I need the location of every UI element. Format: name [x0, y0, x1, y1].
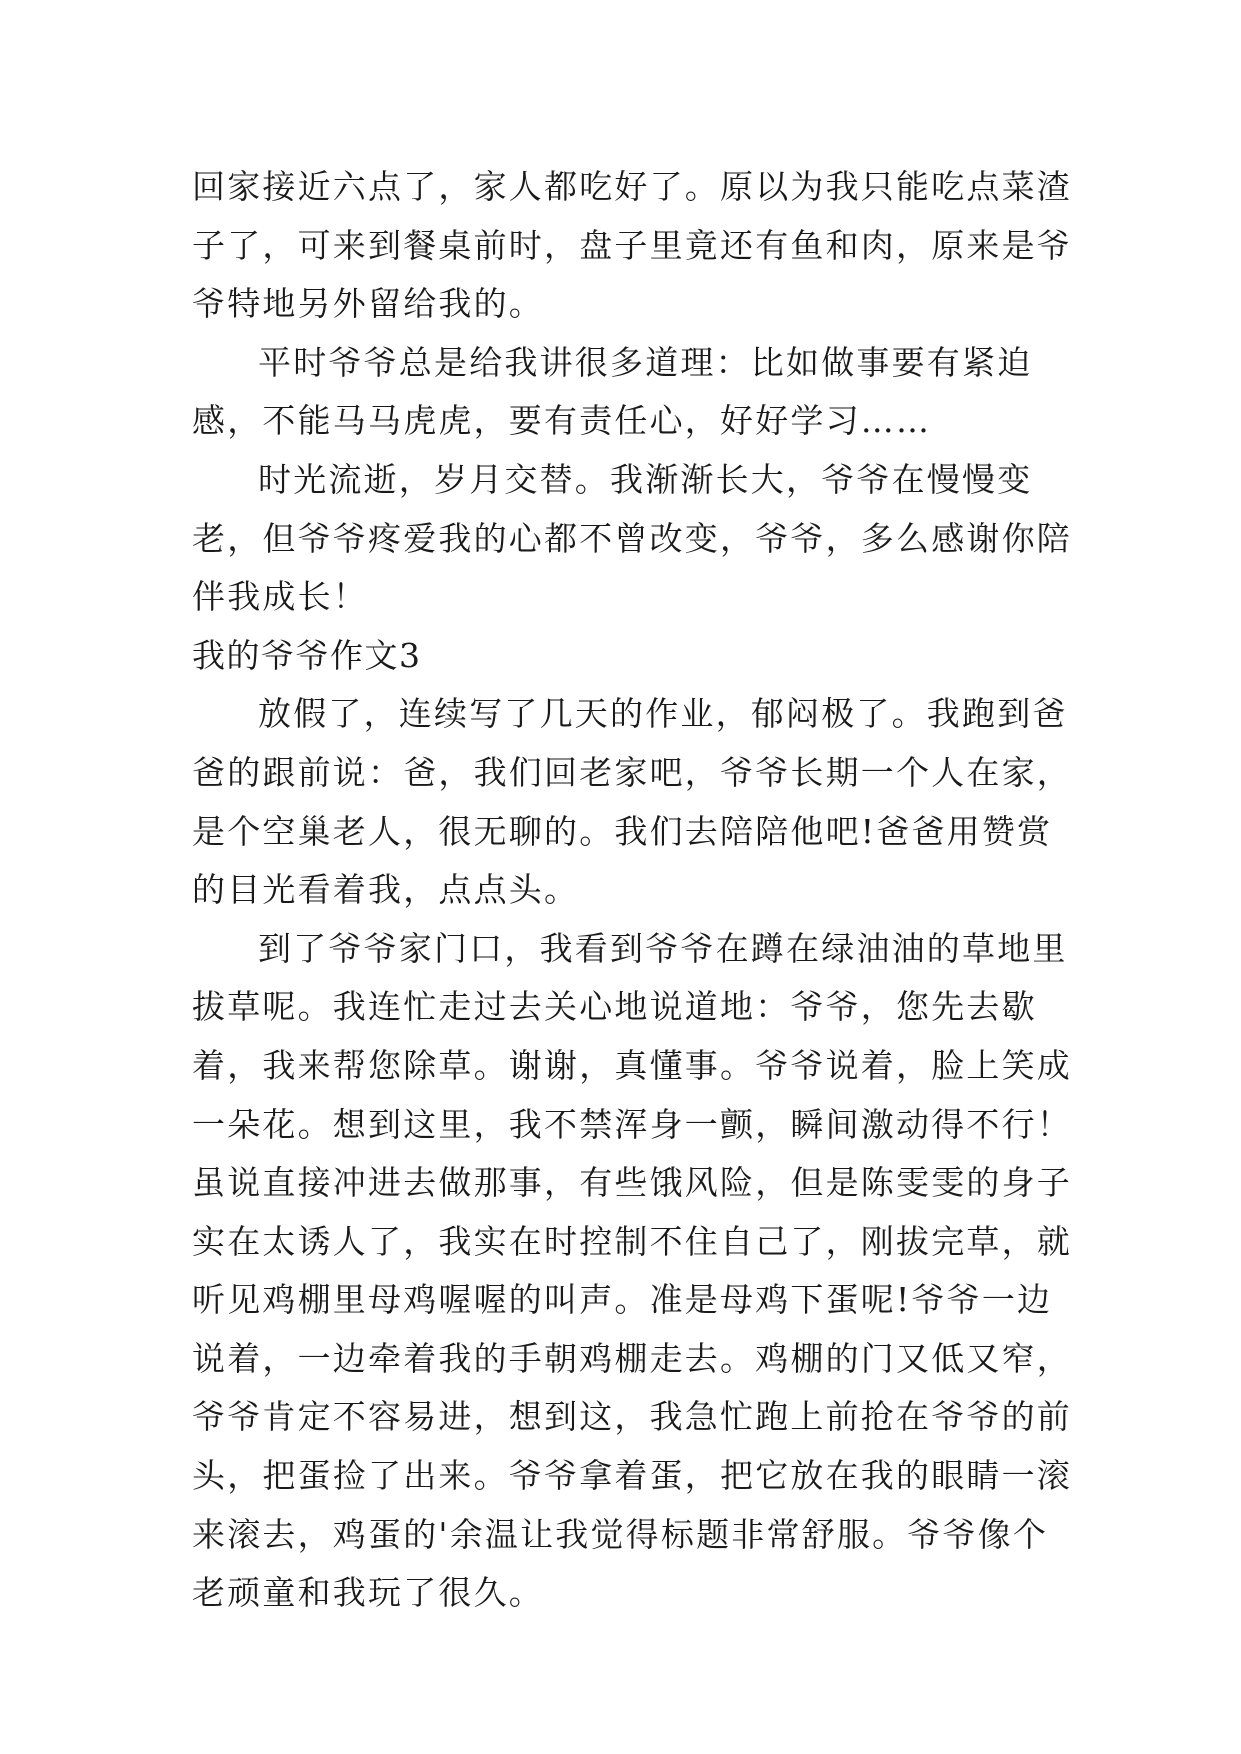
paragraph: 到了爷爷家门口，我看到爷爷在蹲在绿油油的草地里拔草呢。我连忙走过去关心地说道地：爷爷，您先去歇着，我来帮您除草。谢谢，真懂事。爷爷说着，脸上笑成一朵花。想到这里，我不禁浑身一颤，瞬间激动得不行！虽说直接冲进去做那事，有些饿风险，但是陈雯雯的身子实在太诱人了，我实在时控制不住自己了，刚拔完草，就听见鸡棚里母鸡喔喔的叫声。准是母鸡下蛋呢!爷爷一边说着，一边牵着我的手朝鸡棚走去。鸡棚的门又低又窄，爷爷肯定不容易进，想到这，我急忙跑上前抢在爷爷的前头，把蛋捡了出来。爷爷拿着蛋，把它放在我的眼睛一滚来滚去，鸡蛋的'余温让我觉得标题非常舒服。爷爷像个老顽童和我玩了很久。	[192, 928, 1072, 1613]
paragraph: 时光流逝，岁月交替。我渐渐长大，爷爷在慢慢变老，但爷爷疼爱我的心都不曾改变，爷爷，多么感谢你陪伴我成长！	[192, 459, 1072, 617]
section-heading: 我的爷爷作文3	[192, 635, 422, 675]
paragraph: 平时爷爷总是给我讲很多道理：比如做事要有紧迫感，不能马马虎虎，要有责任心，好好学习……	[192, 342, 1033, 441]
paragraph: 放假了，连续写了几天的作业，郁闷极了。我跑到爸爸的跟前说：爸，我们回老家吧，爷爷长期一个人在家，是个空巢老人，很无聊的。我们去陪陪他吧!爸爸用赞赏的目光看着我，点点头。	[192, 694, 1072, 910]
paragraph-continuation: 回家接近六点了，家人都吃好了。原以为我只能吃点菜渣子了，可来到餐桌前时，盘子里竟还有鱼和肉，原来是爷爷特地另外留给我的。	[192, 167, 1072, 324]
document-body	[192, 158, 1072, 1623]
